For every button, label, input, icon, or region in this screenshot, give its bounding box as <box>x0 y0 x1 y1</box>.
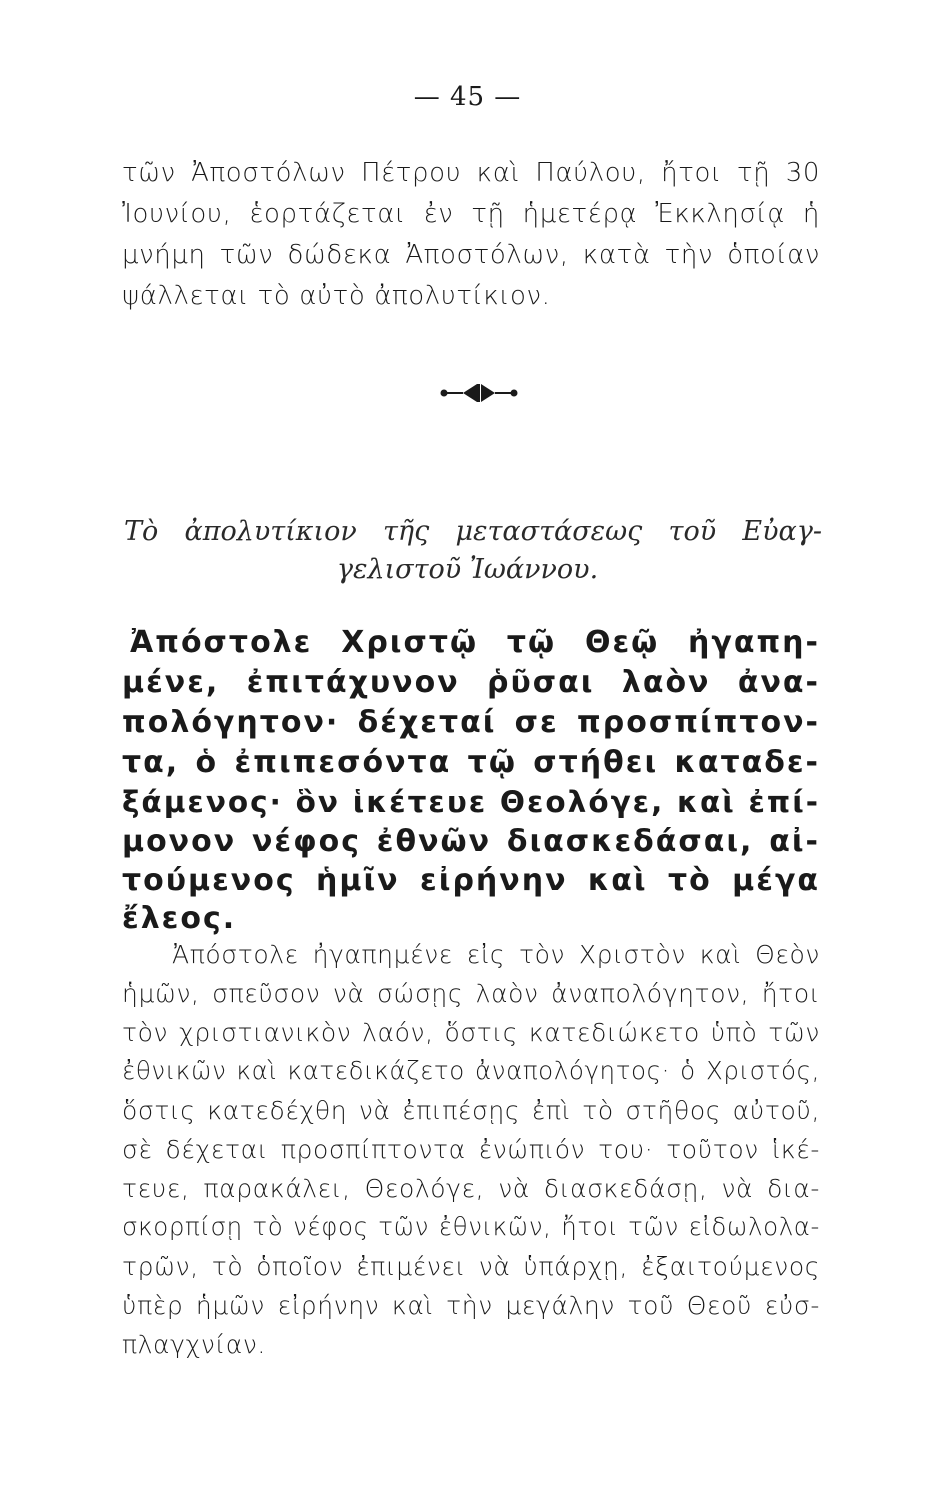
ornament-divider-icon <box>437 373 521 409</box>
hymn-line: τούμενος ἡμῖν εἰρήνην καὶ τὸ μέγα <box>122 863 820 898</box>
paragraph-line: ὑπὲρ ἡμῶν εἰρήνην καὶ τὴν μεγάλην τοῦ Θεοῦ εὐσ- <box>122 1291 820 1320</box>
paragraph-line: σὲ δέχεται προσπίπτοντα ἐνώπιόν του· τοῦτον ἱκέ- <box>122 1135 820 1164</box>
paragraph-line: τρῶν, τὸ ὁποῖον ἐπιμένει νὰ ὑπάρχῃ, ἐξαιτούμενος <box>122 1252 820 1281</box>
hymn-line: τα, ὁ ἐπιπεσόντα τῷ στήθει καταδε- <box>122 745 820 780</box>
hymn-line: μένε, ἐπιτάχυνον ῥῦσαι λαὸν ἀνα- <box>122 665 820 700</box>
intro-line: ψάλλεται τὸ αὐτὸ ἀπολυτίκιον. <box>122 281 551 311</box>
paragraph-line: σκορπίσῃ τὸ νέφος τῶν ἐθνικῶν, ἤτοι τῶν εἰδωλολα- <box>122 1212 820 1241</box>
intro-line: Ἰουνίου, ἑορτάζεται ἐν τῇ ἡμετέρᾳ Ἐκκλησίᾳ ἡ <box>122 199 820 229</box>
hymn-line: ξάμενος· ὃν ἱκέτευε Θεολόγε, καὶ ἐπί- <box>122 785 820 819</box>
hymn-line: μονον νέφος ἐθνῶν διασκεδάσαι, αἰ- <box>122 824 820 859</box>
paragraph-line: ἐθνικῶν καὶ κατεδικάζετο ἀναπολόγητος· ὁ Χριστός, <box>122 1056 820 1085</box>
paragraph-line: ὅστις κατεδέχθη νὰ ἐπιπέσῃς ἐπὶ τὸ στῆθος αὐτοῦ, <box>122 1096 820 1125</box>
paragraph-line: τὸν χριστιανικὸν λαόν, ὅστις κατεδιώκετο ὑπὸ τῶν <box>122 1018 820 1047</box>
intro-line: τῶν Ἀποστόλων Πέτρου καὶ Παύλου, ἤτοι τῇ 30 <box>122 158 820 188</box>
page-number: — 45 — <box>413 82 522 112</box>
paragraph-line: πλαγχνίαν. <box>122 1330 266 1359</box>
hymn-line: ἔλεος. <box>122 901 237 936</box>
paragraph-line: Ἀπόστολε ἠγαπημένε εἰς τὸν Χριστὸν καὶ Θεὸν <box>172 940 820 969</box>
hymn-line: Ἀπόστολε Χριστῷ τῷ Θεῷ ἠγαπη- <box>130 625 820 660</box>
section-heading-line-2: γελιστοῦ Ἰωάννου. <box>336 554 599 585</box>
intro-line: μνήμη τῶν δώδεκα Ἀποστόλων, κατὰ τὴν ὁποίαν <box>122 240 820 270</box>
paragraph-line: ἡμῶν, σπεῦσον νὰ σώσῃς λαὸν ἀναπολόγητον, ἤτοι <box>122 979 820 1008</box>
section-heading-line-1: Τὸ ἀπολυτίκιον τῆς μεταστάσεως τοῦ Εὐαγ- <box>124 516 822 547</box>
hymn-line: πολόγητον· δέχεταί σε προσπίπτον- <box>122 705 820 740</box>
paragraph-line: τευε, παρακάλει, Θεολόγε, νὰ διασκεδάσῃ, νὰ δια- <box>122 1174 820 1203</box>
